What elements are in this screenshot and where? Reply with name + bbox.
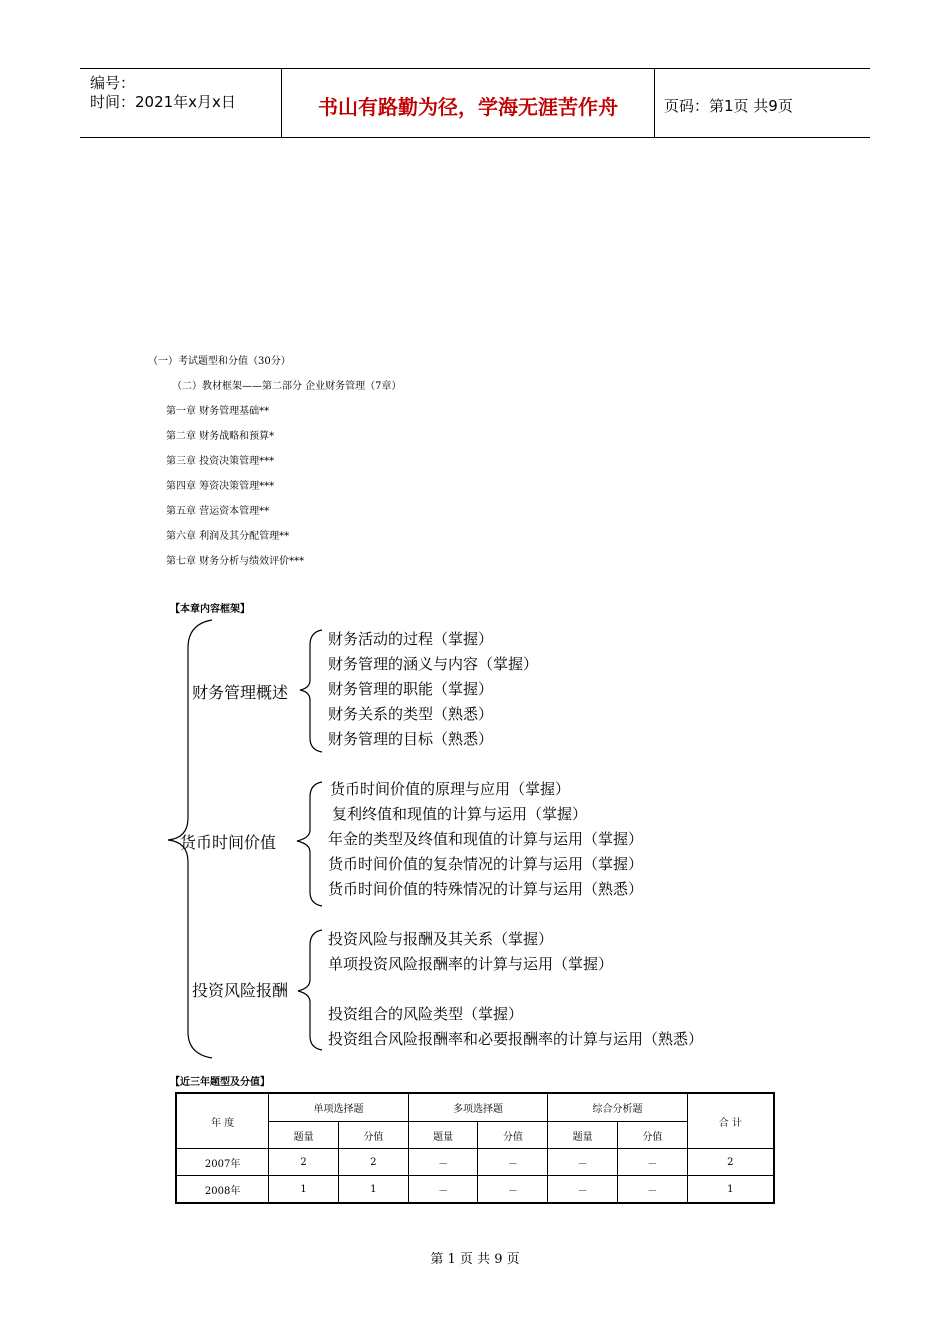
sub-header: 分值 xyxy=(338,1122,408,1149)
framework-item: 财务管理的涵义与内容（掌握） xyxy=(328,655,539,673)
value-cell: 2 xyxy=(338,1149,408,1176)
type-header: 综合分析题 xyxy=(548,1093,688,1122)
score-line: （一）考试题型和分值（30分） xyxy=(148,356,291,367)
chapter-line: 第一章 财务管理基础** xyxy=(166,406,270,417)
scores-title: 【近三年题型及分值】 xyxy=(170,1077,270,1088)
value-cell: － xyxy=(408,1176,478,1204)
framework-item: 复利终值和现值的计算与运用（掌握） xyxy=(332,805,588,823)
value-cell: － xyxy=(408,1149,478,1176)
total-cell: 1 xyxy=(687,1176,774,1204)
type-header: 单项选择题 xyxy=(269,1093,409,1122)
value-cell: － xyxy=(617,1149,687,1176)
sub-header: 题量 xyxy=(408,1122,478,1149)
group-name: 投资风险报酬 xyxy=(192,981,289,1000)
framework-item: 投资组合的风险类型（掌握） xyxy=(328,1005,524,1023)
framework-item: 投资风险与报酬及其关系（掌握） xyxy=(328,930,554,948)
sub-header: 题量 xyxy=(548,1122,618,1149)
framework-item: 单项投资风险报酬率的计算与运用（掌握） xyxy=(328,955,614,973)
table-row xyxy=(176,1176,774,1204)
chapter-line: 第二章 财务战略和预算* xyxy=(166,431,275,442)
scores-table xyxy=(175,1092,775,1204)
framework-item: 年金的类型及终值和现值的计算与运用（掌握） xyxy=(328,830,644,848)
sub-header: 分值 xyxy=(478,1122,548,1149)
type-header: 多项选择题 xyxy=(408,1093,548,1122)
year-cell: 2007年 xyxy=(176,1149,269,1176)
value-cell: 2 xyxy=(269,1149,339,1176)
chapter-line: 第三章 投资决策管理*** xyxy=(166,456,275,467)
group-brace-2 xyxy=(297,782,322,906)
value-cell: － xyxy=(548,1176,618,1204)
framework-item: 投资组合风险报酬率和必要报酬率的计算与运用（熟悉） xyxy=(328,1030,704,1048)
value-cell: 1 xyxy=(269,1176,339,1204)
value-cell: － xyxy=(617,1176,687,1204)
chapter-line: 第六章 利润及其分配管理** xyxy=(166,531,290,542)
value-cell: － xyxy=(548,1149,618,1176)
value-cell: 1 xyxy=(338,1176,408,1204)
group-name: 财务管理概述 xyxy=(192,683,289,702)
framework-title: 【本章内容框架】 xyxy=(170,604,250,615)
framework-line: （二）教材框架——第二部分 企业财务管理（7章） xyxy=(172,381,402,392)
code-label: 编号： xyxy=(90,74,136,92)
group-name: 货币时间价值 xyxy=(180,833,277,852)
framework-item: 财务活动的过程（掌握） xyxy=(328,630,494,648)
sub-header: 题量 xyxy=(269,1122,339,1149)
total-header: 合 计 xyxy=(687,1093,774,1149)
table-row xyxy=(176,1149,774,1176)
year-cell: 2008年 xyxy=(176,1176,269,1204)
motto: 书山有路勤为径，学海无涯苦作舟 xyxy=(318,95,618,119)
framework-item: 财务关系的类型（熟悉） xyxy=(328,705,494,723)
framework-item: 财务管理的目标（熟悉） xyxy=(328,730,494,748)
table-header-row xyxy=(176,1093,774,1122)
group-brace-1 xyxy=(300,630,322,752)
framework-item: 货币时间价值的原理与应用（掌握） xyxy=(330,780,571,798)
value-cell: － xyxy=(478,1149,548,1176)
page-footer: 第 1 页 共 9 页 xyxy=(430,1252,520,1267)
value-cell: － xyxy=(478,1176,548,1204)
page-label: 页码：第1页 共9页 xyxy=(664,97,793,115)
framework-item: 货币时间价值的复杂情况的计算与运用（掌握） xyxy=(328,855,644,873)
date-label: 时间：2021年x月x日 xyxy=(90,93,236,111)
chapter-line: 第五章 营运资本管理** xyxy=(166,506,270,517)
total-cell: 2 xyxy=(687,1149,774,1176)
framework-item: 货币时间价值的特殊情况的计算与运用（熟悉） xyxy=(328,880,644,898)
chapter-line: 第七章 财务分析与绩效评价*** xyxy=(166,556,305,567)
year-header: 年 度 xyxy=(176,1093,269,1149)
chapter-line: 第四章 筹资决策管理*** xyxy=(166,481,275,492)
sub-header: 分值 xyxy=(617,1122,687,1149)
group-brace-3 xyxy=(298,930,322,1050)
framework-item: 财务管理的职能（掌握） xyxy=(328,680,494,698)
